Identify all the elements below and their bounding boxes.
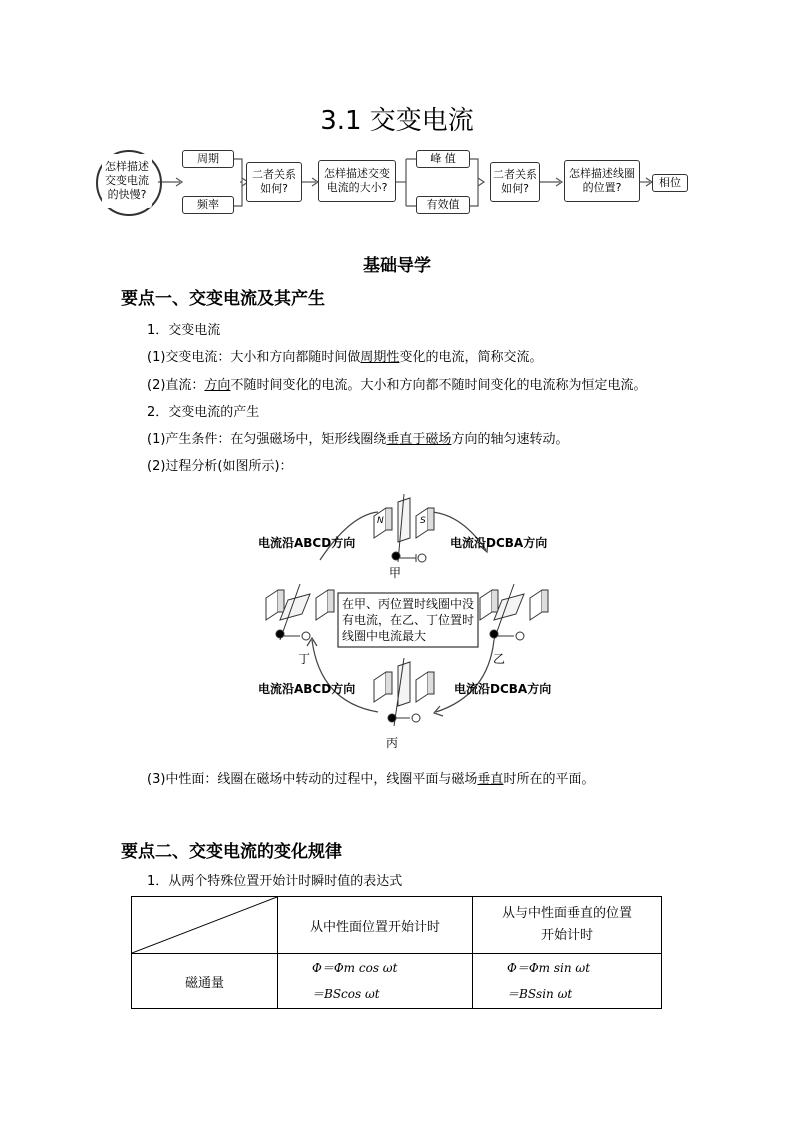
line3-post: 方向的轴匀速转动。	[451, 432, 569, 447]
table-col2-header: 从与中性面垂直的位置开始计时	[473, 897, 662, 954]
table-row	[132, 954, 662, 1009]
line5-post: 时所在的平面。	[503, 772, 595, 787]
flow-phase: 相位	[652, 174, 688, 192]
expression-table	[131, 896, 662, 1009]
label-jia: 甲	[389, 566, 402, 580]
line2-underline: 方向	[204, 378, 231, 393]
formula-c2-a: Φ＝Φm sin ωt	[507, 961, 591, 975]
flow-period: 周期	[182, 150, 234, 168]
page-title: 3.1 交变电流	[320, 106, 474, 136]
point1-line5	[147, 768, 594, 787]
flow-peak: 峰 值	[416, 150, 470, 168]
formula-c1-b: ＝BScos ωt	[312, 987, 380, 1001]
table-cell-c1	[278, 954, 473, 1009]
flow-relation2: 二者关系如何?	[490, 162, 540, 202]
table-header-row	[132, 897, 662, 954]
generator-diagram	[250, 490, 560, 752]
section-title: 基础导学	[363, 256, 431, 276]
line2-pre: (2)直流：	[147, 378, 205, 393]
flow-how-position: 怎样描述线圈的位置?	[564, 160, 640, 202]
point1-line2	[147, 374, 646, 393]
line3-pre: (1)产生条件：在匀强磁场中，矩形线圈绕	[147, 432, 387, 447]
label-s: S	[420, 516, 426, 526]
flow-relation1: 二者关系如何?	[246, 162, 302, 202]
point1-item1: 1．交变电流	[147, 323, 221, 338]
table-col1-header: 从中性面位置开始计时	[278, 897, 473, 954]
point1-line3	[147, 428, 568, 447]
point1-item2: 2．交变电流的产生	[147, 405, 260, 420]
line5-pre: (3)中性面：线圈在磁场中转动的过程中，线圈平面与磁场	[147, 772, 478, 787]
label-ding: 丁	[298, 652, 311, 666]
point2-heading: 要点二、交变电流的变化规律	[121, 842, 342, 862]
flow-how-size: 怎样描述交变电流的大小?	[318, 160, 396, 202]
label-bottom-left: 电流沿ABCD方向	[258, 682, 356, 696]
line1-post: 变化的电流，简称交流。	[399, 350, 543, 365]
line3-underline: 垂直于磁场	[386, 432, 452, 447]
line2-post: 不随时间变化的电流。大小和方向都不随时间变化的电流称为恒定电流。	[230, 378, 647, 393]
label-top-left: 电流沿ABCD方向	[258, 536, 356, 550]
table-row-label: 磁通量	[132, 954, 278, 1009]
label-top-right: 电流沿DCBA方向	[450, 536, 548, 550]
flow-start-text: 怎样描述交变电流的快慢?	[102, 154, 152, 208]
diagonal-line	[132, 897, 277, 953]
point1-line4: (2)过程分析(如图所示)：	[147, 459, 293, 474]
diagram-center-note: 在甲、丙位置时线圈中没有电流，在乙、丁位置时线圈中电流最大	[342, 597, 475, 643]
label-bottom-right: 电流沿DCBA方向	[454, 682, 552, 696]
formula-c2-b: ＝BSsin ωt	[507, 987, 573, 1001]
table-cell-c2	[473, 954, 662, 1009]
point1-heading: 要点一、交变电流及其产生	[121, 289, 325, 309]
flow-frequency: 频率	[182, 196, 234, 214]
line1-underline: 周期性	[360, 350, 400, 365]
line1-pre: (1)交变电流：大小和方向都随时间做	[147, 350, 361, 365]
line5-underline: 垂直	[477, 772, 504, 787]
label-n: N	[377, 516, 384, 526]
label-bing: 丙	[386, 736, 399, 750]
point1-line1	[147, 346, 542, 365]
flow-effective: 有效值	[416, 196, 470, 214]
formula-c1-a: Φ＝Φm cos ωt	[312, 961, 398, 975]
arrow-bl	[312, 640, 378, 712]
table-corner-cell	[132, 897, 278, 954]
concept-flowchart	[94, 146, 694, 216]
point2-item1: 1．从两个特殊位置开始计时瞬时值的表达式	[147, 874, 403, 889]
label-yi: 乙	[493, 652, 506, 666]
arrow-br	[436, 640, 494, 712]
